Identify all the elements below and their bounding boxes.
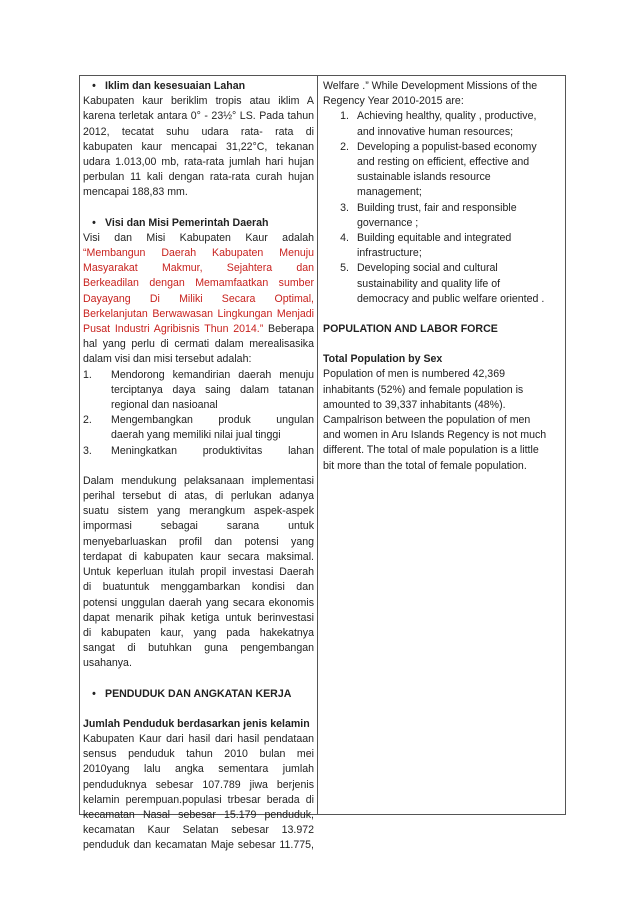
vision-statement xyxy=(83,246,314,322)
investment-line: potensi unggulan daerah yang secara ekonomis xyxy=(83,596,314,609)
english-population-line: and women in Aru Islands Regency is not much xyxy=(323,429,547,442)
climate-line: 2012, tecatat suhu udara rata- rata di xyxy=(83,125,314,138)
population-subheading: Jumlah Penduduk berdasarkan jenis kelamin xyxy=(83,717,310,730)
mission-item: 2. Mengembangkan produk ungulan xyxy=(83,414,314,427)
climate-line: kabupaten kaur mencapai 31,22°C, tekanan xyxy=(83,140,314,153)
english-mission-item: 5. Developing social and cultural xyxy=(340,262,498,275)
english-population-line: different. The total of male population is a little xyxy=(323,444,539,457)
investment-line: Dalam mendukung pelaksanaan implementasi xyxy=(83,474,314,487)
vision-line: Berkeadilan dengan Memamfaatkan sumber xyxy=(83,277,314,290)
investment-line: sangat di butuhkan guna pengembangan xyxy=(83,642,314,655)
climate-line: udara 1.013,00 mb, rata-rata jumlah hari hujan xyxy=(83,156,314,169)
bullet-icon: • xyxy=(92,216,96,229)
english-mission-list xyxy=(323,109,561,307)
english-mission-item: and resting on efficient, effective and xyxy=(357,156,530,169)
bullet-heading-iklim: • Iklim dan kesesuaian Lahan xyxy=(83,79,314,94)
left-column xyxy=(80,76,318,852)
mission-item: regional dan nasioanal xyxy=(111,399,218,412)
investment-line: Untuk keperluan itulah propil investasi Daerah xyxy=(83,566,314,579)
climate-paragraph xyxy=(83,94,314,200)
vision-line: Masyarakat Makmur, Sejahtera dan xyxy=(83,262,314,275)
english-mission-item: and innovative human resources; xyxy=(357,125,514,138)
right-column xyxy=(318,76,565,814)
bullet-heading-visi: • Visi dan Misi Pemerintah Daerah xyxy=(83,216,314,231)
population-line: Kabupaten Kaur dari hasil dari hasil pendataan xyxy=(83,732,314,745)
population-line: sensus penduduk tahun 2010 bulan mei xyxy=(83,748,314,761)
english-mission-item: sustainability and quality life of xyxy=(357,277,501,290)
bullet-heading-penduduk: • PENDUDUK DAN ANGKATAN KERJA xyxy=(83,687,314,702)
population-line: 2010yang lalu angka sementara jumlah xyxy=(83,763,314,776)
population-line: penduduk dan kecamatan Maje sebesar 11.775, xyxy=(83,839,314,852)
english-intro-line: Welfare .” While Development Missions of the xyxy=(323,80,538,92)
english-intro-line: Regency Year 2010-2015 are: xyxy=(323,95,464,108)
investment-line: di kabupaten kaur, yang pada hakekatnya xyxy=(83,626,314,639)
population-heading: POPULATION AND LABOR FORCE xyxy=(323,323,498,336)
investment-line: usahanya. xyxy=(83,657,132,670)
investment-line: di buatuntuk menggambarkan kondisi dan xyxy=(83,581,314,594)
investment-line: dapat menarik pihak ketiga untuk berinvestasi xyxy=(83,611,314,624)
climate-line: Kabupaten kaur beriklim tropis atau iklim A xyxy=(83,95,314,108)
investment-line: menyebarluaskan profil dan potensi yang xyxy=(83,535,314,548)
english-population-line: inhabitants (52%) and female population is xyxy=(323,383,524,396)
population-line: kecamatan Kaur Selatan sebesar 13.972 xyxy=(83,824,314,837)
vision-line: Dayayang Di Miliki Secara Optimal, xyxy=(83,292,314,305)
vision-tail: Pusat Industri Agribisnis Thun 2014.” Beberapa xyxy=(83,323,315,336)
english-mission-item: governance ; xyxy=(357,216,419,229)
english-intro xyxy=(323,79,561,109)
vision-line: Berkelanjutan Berwawasan Lingkungan Menjadi xyxy=(83,307,314,320)
vision-line: “Membangun Daerah Kabupaten Menuju xyxy=(83,247,314,260)
english-population-paragraph xyxy=(323,367,561,473)
mission-item: daerah yang memiliki nilai jual tinggi xyxy=(111,429,281,442)
english-mission-item: 4. Building equitable and integrated xyxy=(340,232,512,245)
investment-line: suatu sistem yang merangkum aspek-aspek xyxy=(83,505,314,518)
mission-list xyxy=(83,368,314,459)
mission-item: terciptanya daya saing dalam tatanan xyxy=(111,383,314,396)
population-line: kecamatan Nasal sebesar 15.179 penduduk, xyxy=(83,808,314,821)
climate-line: mencapai 188,83 mm. xyxy=(83,186,188,199)
english-mission-item: sustainable islands resource xyxy=(357,171,491,184)
investment-line: impormasi sebagai sarana untuk xyxy=(83,520,314,533)
bullet-icon: • xyxy=(92,687,96,700)
after-vision: hal yang perlu di cermati dalam merealisasika xyxy=(83,338,314,351)
population-subheading-en: Total Population by Sex xyxy=(323,353,443,366)
population-line: kelamin perempuan.populasi trbesar berada di xyxy=(83,793,314,806)
english-mission-item: management; xyxy=(357,186,422,199)
english-mission-item: infrastructure; xyxy=(357,247,422,260)
english-mission-item: 1. Achieving healthy, quality , productive, xyxy=(340,110,537,123)
population-line: penduduknya sebesar 107.789 jiwa berjenis xyxy=(83,778,314,791)
investment-line: perihal tersebut di atas, di perlukan adanya xyxy=(83,490,314,503)
bullet-icon: • xyxy=(92,80,96,92)
investment-line: terdapat di kabupaten kaur secara maksimal. xyxy=(83,550,314,563)
vision-intro: Visi dan Misi Kabupaten Kaur adalah xyxy=(83,231,314,244)
english-population-line: bit more than the total of female population. xyxy=(323,459,527,472)
mission-item: 3. Meningkatkan produktivitas lahan xyxy=(83,444,314,457)
population-paragraph xyxy=(83,732,314,854)
english-population-line: Campalrison between the population of men xyxy=(323,414,531,427)
after-vision-2: dalam visi dan misi tersebut adalah: xyxy=(83,353,252,366)
english-mission-item: 3. Building trust, fair and responsible xyxy=(340,201,517,214)
climate-line: perbulan 11 kali dengan rata-rata curah hujan xyxy=(83,171,314,184)
climate-line: karena terletak antara 0° - 23½° LS. Pada tahun xyxy=(83,110,314,123)
english-mission-item: democracy and public welfare oriented . xyxy=(357,292,545,305)
two-column-table xyxy=(79,75,566,852)
investment-paragraph xyxy=(83,474,314,672)
english-population-line: Population of men is numbered 42,369 xyxy=(323,368,505,381)
english-mission-item: 2. Developing a populist-based economy xyxy=(340,140,537,153)
mission-item: 1. Mendorong kemandirian daerah menuju xyxy=(83,368,314,381)
english-population-line: amounted to 39,337 inhabitants (48%). xyxy=(323,398,506,411)
